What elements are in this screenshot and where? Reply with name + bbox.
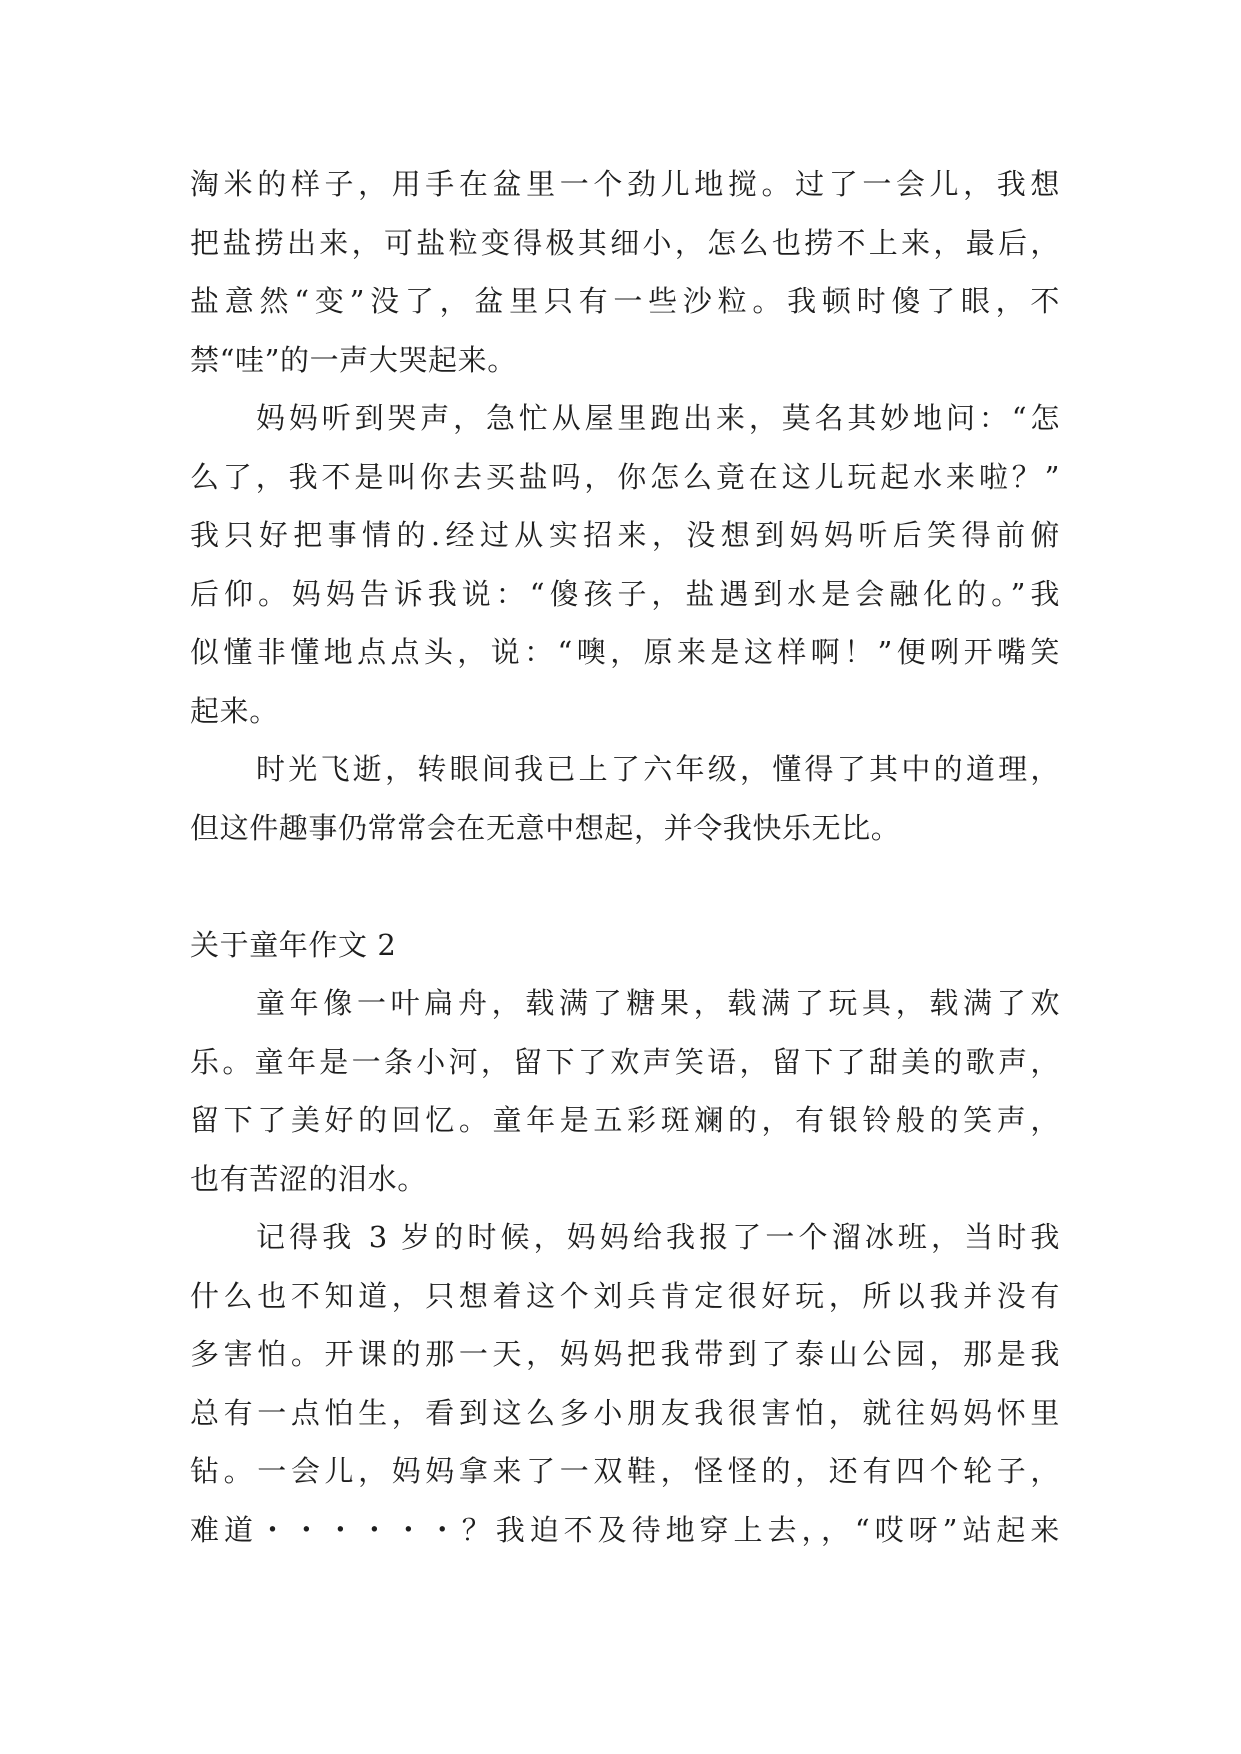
text-line: 也有苦涩的泪水。	[190, 1161, 427, 1196]
text-line: 我只好把事情的.经过从实招来，没想到妈妈听后笑得前俯	[190, 518, 1060, 552]
text-line: 把盐捞出来，可盐粒变得极其细小，怎么也捞不上来，最后，	[190, 225, 1060, 260]
text-line: 留下了美好的回忆。童年是五彩斑斓的，有银铃般的笑声，	[190, 1103, 1060, 1137]
text-line: 淘米的样子，用手在盆里一个劲儿地搅。过了一会儿，我想	[190, 167, 1060, 201]
text-line: 难道・・・・・・？我迫不及待地穿上去，，“哎呀”站起来	[190, 1512, 1060, 1547]
text-line: 似懂非懂地点点头，说：“噢，原来是这样啊！”便咧开嘴笑	[190, 635, 1060, 669]
text-line: 乐。童年是一条小河，留下了欢声笑语，留下了甜美的歌声，	[190, 1044, 1060, 1079]
text-line: 妈妈听到哭声，急忙从屋里跑出来，莫名其妙地问：“怎	[256, 401, 1060, 435]
text-line: 记得我 3 岁的时候，妈妈给我报了一个溜冰班，当时我	[256, 1220, 1060, 1254]
text-line: 多害怕。开课的那一天，妈妈把我带到了泰山公园，那是我	[190, 1337, 1060, 1371]
text-line: 盐意然“变”没了，盆里只有一些沙粒。我顿时傻了眼，不	[190, 284, 1060, 318]
section-heading: 关于童年作文 2	[190, 927, 397, 962]
text-line: 后仰。妈妈告诉我说：“傻孩子，盐遇到水是会融化的。”我	[190, 576, 1060, 611]
text-line: 总有一点怕生，看到这么多小朋友我很害怕，就往妈妈怀里	[190, 1395, 1060, 1430]
text-line: 起来。	[190, 693, 279, 728]
text-line: 么了，我不是叫你去买盐吗，你怎么竟在这儿玩起水来啦？”	[190, 459, 1060, 494]
text-line: 时光飞逝，转眼间我已上了六年级，懂得了其中的道理，	[256, 752, 1060, 786]
text-line: 禁“哇”的一声大哭起来。	[190, 342, 517, 377]
text-line: 但这件趣事仍常常会在无意中想起，并令我快乐无比。	[190, 810, 901, 845]
paragraph-gap	[190, 857, 1060, 916]
text-line: 钻。一会儿，妈妈拿来了一双鞋，怪怪的，还有四个轮子，	[190, 1454, 1060, 1488]
document-body	[190, 155, 1060, 1559]
text-line: 什么也不知道，只想着这个刘兵肯定很好玩，所以我并没有	[190, 1278, 1060, 1313]
text-line: 童年像一叶扁舟，载满了糖果，载满了玩具，载满了欢	[256, 986, 1060, 1020]
